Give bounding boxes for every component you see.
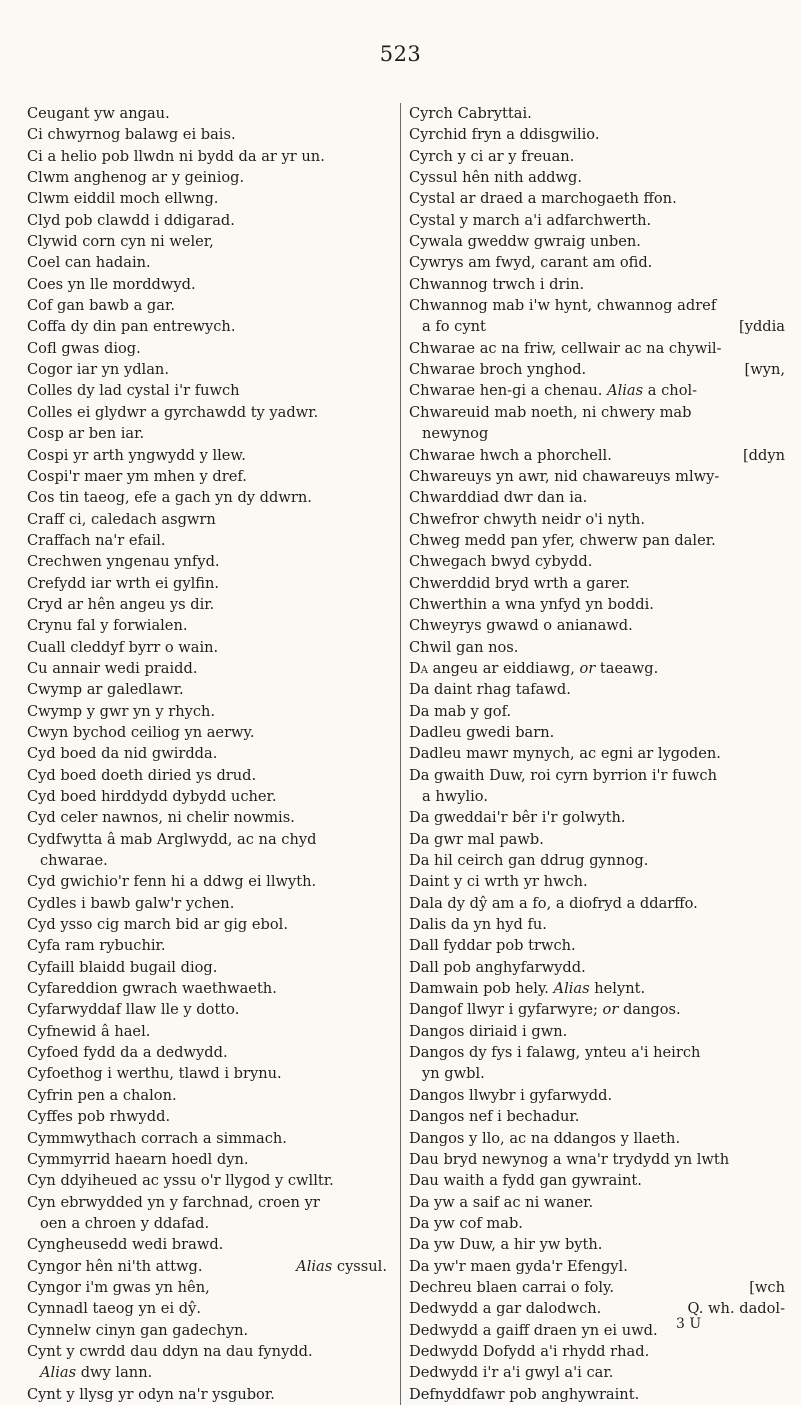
alias-label: Alias xyxy=(296,1257,333,1275)
proverb-line: Da gweddai'r bêr i'r golwyth. xyxy=(409,809,626,827)
proverb-line: Clyd pob clawdd i ddigarad. xyxy=(27,211,235,229)
bracket-note: [ddyn xyxy=(742,446,785,464)
proverb-line: Cosp ar ben iar. xyxy=(27,425,145,443)
proverb-line: Cymmyrrid haearn hoedl dyn. xyxy=(27,1150,249,1168)
proverb-line: Dalis da yn hyd fu. xyxy=(409,916,547,934)
proverb-line: Cyfoed fydd da a dedwydd. xyxy=(27,1044,228,1062)
proverb-line: Colles ei glydwr a gyrchawdd ty yadwr. xyxy=(27,403,319,421)
proverb-line: Dangos y llo, ac na ddangos y llaeth. xyxy=(409,1129,681,1147)
proverb-line: Dangos llwybr i gyfarwydd. xyxy=(409,1086,613,1104)
proverb-line: Da yw'r maen gyda'r Efengyl. xyxy=(409,1257,628,1275)
proverb-line: Cyn ddyiheued ac yssu o'r llygod y cwlltr. xyxy=(27,1172,334,1190)
alias-text: cyssul. xyxy=(336,1257,387,1275)
proverb-text: a fo cynt xyxy=(422,318,486,336)
proverb-line: Cynt y cwrdd dau ddyn na dau fynydd. xyxy=(27,1342,313,1360)
proverb-line: Cryd ar hên angeu ys dir. xyxy=(27,595,215,613)
proverb-line: Chwerddid bryd wrth a garer. xyxy=(409,574,630,592)
proverb-line: Cyfrin pen a chalon. xyxy=(27,1086,177,1104)
proverb-line: Chwerthin a wna ynfyd yn boddi. xyxy=(409,595,654,613)
proverb-line: Cyd gwichio'r fenn hi a ddwg ei llwyth. xyxy=(27,873,317,891)
proverb-line: Cyfa ram rybuchir. xyxy=(27,937,166,955)
proverb-line: Crechwen yngenau ynfyd. xyxy=(27,553,220,571)
proverb-line: Da yw cof mab. xyxy=(409,1214,523,1232)
proverb-line: Cyrch y ci ar y freuan. xyxy=(409,147,575,165)
proverb-line: Cyfnewid â hael. xyxy=(27,1022,151,1040)
or-label: or xyxy=(579,659,596,677)
proverb-line: Da gwaith Duw, roi cyrn byrrion i'r fuwch xyxy=(409,766,717,784)
proverb-line: Chweg medd pan yfer, chwerw pan daler. xyxy=(409,531,716,549)
proverb-line: Chwareuys yn awr, nid chawareuys mlwy- xyxy=(409,467,720,485)
proverb-text: Dangof llwyr i gyfarwyre; xyxy=(409,1001,598,1019)
page-number: 523 xyxy=(379,42,422,66)
proverb-line: Dangos nef i bechadur. xyxy=(409,1108,580,1126)
proverb-line: Chwannog mab i'w hynt, chwannog adref xyxy=(409,297,717,315)
proverb-line: Defnyddfawr pob anghywraint. xyxy=(409,1385,640,1403)
proverb-text: Chwarae hwch a phorchell. xyxy=(409,446,612,464)
proverb-line: Dau bryd newynog a wna'r trydydd yn lwth xyxy=(409,1150,730,1168)
alias-label: Alias xyxy=(553,980,590,998)
proverb-line: Da yw Duw, a hir yw byth. xyxy=(409,1236,603,1254)
proverb-line: Dedwydd i'r a'i gwyl a'i car. xyxy=(409,1364,614,1382)
proverb-line: Cywrys am fwyd, carant am ofid. xyxy=(409,254,653,272)
proverb-text: Dedwydd a gar dalodwch. xyxy=(409,1300,602,1318)
proverb-text: angeu ar eiddiawg, xyxy=(432,659,575,677)
proverb-line: yn gwbl. xyxy=(422,1065,485,1083)
proverb-line: Chwarae ac na friw, cellwair ac na chywil- xyxy=(409,339,722,357)
alias-note xyxy=(296,1256,387,1277)
proverb-line: a hwylio. xyxy=(422,788,488,805)
bracket-note: [wyn, xyxy=(744,361,785,379)
proverb-line: Ci a helio pob llwdn ni bydd da ar yr un. xyxy=(27,147,325,165)
proverb-line: Dall pob anghyfarwydd. xyxy=(409,958,586,976)
proverb-line: Craff ci, caledach asgwrn xyxy=(27,510,216,528)
or-text: dangos. xyxy=(622,1001,681,1019)
proverb-line: Coes yn lle morddwyd. xyxy=(27,275,196,293)
proverb-line: oen a chroen y ddafad. xyxy=(40,1214,210,1232)
proverb-line: Cyrch Cabryttai. xyxy=(409,105,532,122)
proverb-line: Dedwydd a gaiff draen yn ei uwd. xyxy=(409,1321,658,1339)
alias-text: helynt. xyxy=(594,980,646,998)
proverb-line: Cyfareddion gwrach waethwaeth. xyxy=(27,980,277,998)
proverb-line: Cu annair wedi praidd. xyxy=(27,659,198,677)
proverb-line: Cyd celer nawnos, ni chelir nowmis. xyxy=(27,809,295,827)
proverb-text: Chwarae hen-gi a chenau. xyxy=(409,382,603,400)
proverb-line: Cymmwythach corrach a simmach. xyxy=(27,1129,287,1147)
proverb-line: Cuall cleddyf byrr o wain. xyxy=(27,638,219,656)
proverb-line: Dadleu mawr mynych, ac egni ar lygoden. xyxy=(409,745,721,763)
proverb-line: Cwymp ar galedlawr. xyxy=(27,681,184,699)
proverb-line: Cyfaill blaidd bugail diog. xyxy=(27,958,218,976)
proverb-text: Dechreu blaen carrai o foly. xyxy=(409,1278,615,1296)
proverb-line: Dangos diriaid i gwn. xyxy=(409,1022,568,1040)
left-column xyxy=(27,103,387,1405)
proverb-line: Cogor iar yn ydlan. xyxy=(27,361,169,379)
proverb-line: Da daint rhag tafawd. xyxy=(409,681,571,699)
proverb-line: Cyn ebrwydded yn y farchnad, croen yr xyxy=(27,1193,320,1211)
proverb-line: Chwareuid mab noeth, ni chwery mab xyxy=(409,403,692,421)
proverb-text: Cyngor hên ni'th attwg. xyxy=(27,1257,203,1275)
proverb-line: Crefydd iar wrth ei gylfin. xyxy=(27,574,220,592)
or-text: taeawg. xyxy=(599,659,659,677)
proverb-line: chwarae. xyxy=(40,852,108,870)
proverb-text: Chwarae broch ynghod. xyxy=(409,361,587,379)
proverb-line: Cystal ar draed a marchogaeth ffon. xyxy=(409,190,677,208)
proverb-line: Da hil ceirch gan ddrug gynnog. xyxy=(409,852,649,870)
proverb-line xyxy=(27,1362,387,1383)
proverb-line: Cydfwytta â mab Arglwydd, ac na chyd xyxy=(27,830,317,848)
proverb-line xyxy=(409,316,785,337)
right-column xyxy=(400,103,785,1405)
proverb-line: newynog xyxy=(422,425,489,443)
proverb-line: Da mab y gof. xyxy=(409,702,512,720)
proverb-line: Cynnelw cinyn gan gadechyn. xyxy=(27,1321,249,1339)
proverb-line xyxy=(409,658,785,679)
alias-label: Alias xyxy=(607,382,644,400)
proverb-line: Ci chwyrnog balawg ei bais. xyxy=(27,126,236,144)
proverb-line: Coel can hadain. xyxy=(27,254,151,272)
proverb-line: Chwarddiad dwr dan ia. xyxy=(409,489,588,507)
proverb-line: Cyd boed doeth diried ys drud. xyxy=(27,766,257,784)
proverb-line: Cyngor i'm gwas yn hên, xyxy=(27,1278,210,1296)
proverb-line: Da gwr mal pawb. xyxy=(409,830,544,848)
proverb-line xyxy=(409,978,785,999)
proverb-line: Cynt y llysg yr odyn na'r ysgubor. xyxy=(27,1385,275,1403)
proverb-line xyxy=(409,999,785,1020)
proverb-line xyxy=(409,359,785,380)
proverb-line: Cystal y march a'i adfarchwerth. xyxy=(409,211,652,229)
proverb-line: Cospi'r maer ym mhen y dref. xyxy=(27,467,247,485)
proverb-line: Coffa dy din pan entrewych. xyxy=(27,318,236,336)
proverb-line: Cywala gweddw gwraig unben. xyxy=(409,233,641,251)
proverb-line: Dangos dy fys i falawg, ynteu a'i heirch xyxy=(409,1044,701,1062)
alias-text: a chol- xyxy=(647,382,698,400)
proverb-line: Dall fyddar pob trwch. xyxy=(409,937,576,955)
proverb-line: Ceugant yw angau. xyxy=(27,105,170,122)
proverb-line: Cyd boed hirddydd dybydd ucher. xyxy=(27,788,277,805)
proverb-line xyxy=(409,380,785,401)
proverb-line: Cyngheusedd wedi brawd. xyxy=(27,1236,224,1254)
proverb-line: Dala dy dŷ am a fo, a diofryd a ddarffo. xyxy=(409,894,698,912)
proverb-line: Cyd boed da nid gwirdda. xyxy=(27,745,218,763)
proverb-line: Cwymp y gwr yn y rhych. xyxy=(27,702,216,720)
bracket-note: [wch xyxy=(749,1278,785,1296)
proverb-line: Cofl gwas diog. xyxy=(27,339,141,357)
proverb-line xyxy=(409,1277,785,1298)
proverb-line: Chweyrys gwawd o anianawd. xyxy=(409,617,633,635)
proverb-line: Daint y ci wrth yr hwch. xyxy=(409,873,588,891)
section-initial: Da xyxy=(409,659,428,677)
proverb-line: Cos tin taeog, efe a gach yn dy ddwrn. xyxy=(27,489,312,507)
bracket-note: [yddia xyxy=(739,318,785,336)
proverb-line: Cynnadl taeog yn ei dŷ. xyxy=(27,1300,201,1318)
alias-text: dwy lann. xyxy=(80,1364,153,1382)
proverb-line: Cyfoethog i werthu, tlawd i brynu. xyxy=(27,1065,282,1083)
proverb-line: Cof gan bawb a gar. xyxy=(27,297,175,315)
proverb-line: Cyd ysso cig march bid ar gig ebol. xyxy=(27,916,288,934)
proverb-line xyxy=(409,1298,785,1319)
proverb-line: Dau waith a fydd gan gywraint. xyxy=(409,1172,642,1190)
proverb-line: Craffach na'r efail. xyxy=(27,531,166,549)
alias-label: Alias xyxy=(40,1364,77,1382)
or-label: or xyxy=(602,1001,619,1019)
proverb-line: Cydles i bawb galw'r ychen. xyxy=(27,894,235,912)
proverb-line: Cyffes pob rhwydd. xyxy=(27,1108,171,1126)
proverb-line: Chwannog trwch i drin. xyxy=(409,275,585,293)
proverb-line: Chwegach bwyd cybydd. xyxy=(409,553,593,571)
proverb-line: Chwil gan nos. xyxy=(409,638,519,656)
query-note: Q. wh. dadol- xyxy=(687,1300,785,1318)
proverb-line: Cwyn bychod ceiliog yn aerwy. xyxy=(27,723,255,741)
proverb-line: Dedwydd Dofydd a'i rhydd rhad. xyxy=(409,1342,650,1360)
proverb-line: Cyrchid fryn a ddisgwilio. xyxy=(409,126,600,144)
proverb-line xyxy=(27,1256,387,1277)
proverb-text: Damwain pob hely. xyxy=(409,980,549,998)
proverb-line: Cyfarwyddaf llaw lle y dotto. xyxy=(27,1001,240,1019)
proverb-line xyxy=(409,445,785,466)
proverb-line: Clwm eiddil moch ellwng. xyxy=(27,190,219,208)
proverb-line: Cospi yr arth yngwydd y llew. xyxy=(27,446,246,464)
proverb-line: Cyssul hên nith addwg. xyxy=(409,169,582,187)
proverb-line: Crynu fal y forwialen. xyxy=(27,617,188,635)
proverb-line: Chwefror chwyth neidr o'i nyth. xyxy=(409,510,645,528)
proverb-line: Dadleu gwedi barn. xyxy=(409,723,555,741)
proverb-line: Clywid corn cyn ni weler, xyxy=(27,233,214,251)
signature-mark: 3 U xyxy=(676,1316,702,1332)
proverb-line: Da yw a saif ac ni waner. xyxy=(409,1193,594,1211)
proverb-line: Clwm anghenog ar y geiniog. xyxy=(27,169,245,187)
proverb-line: Colles dy lad cystal i'r fuwch xyxy=(27,382,240,400)
